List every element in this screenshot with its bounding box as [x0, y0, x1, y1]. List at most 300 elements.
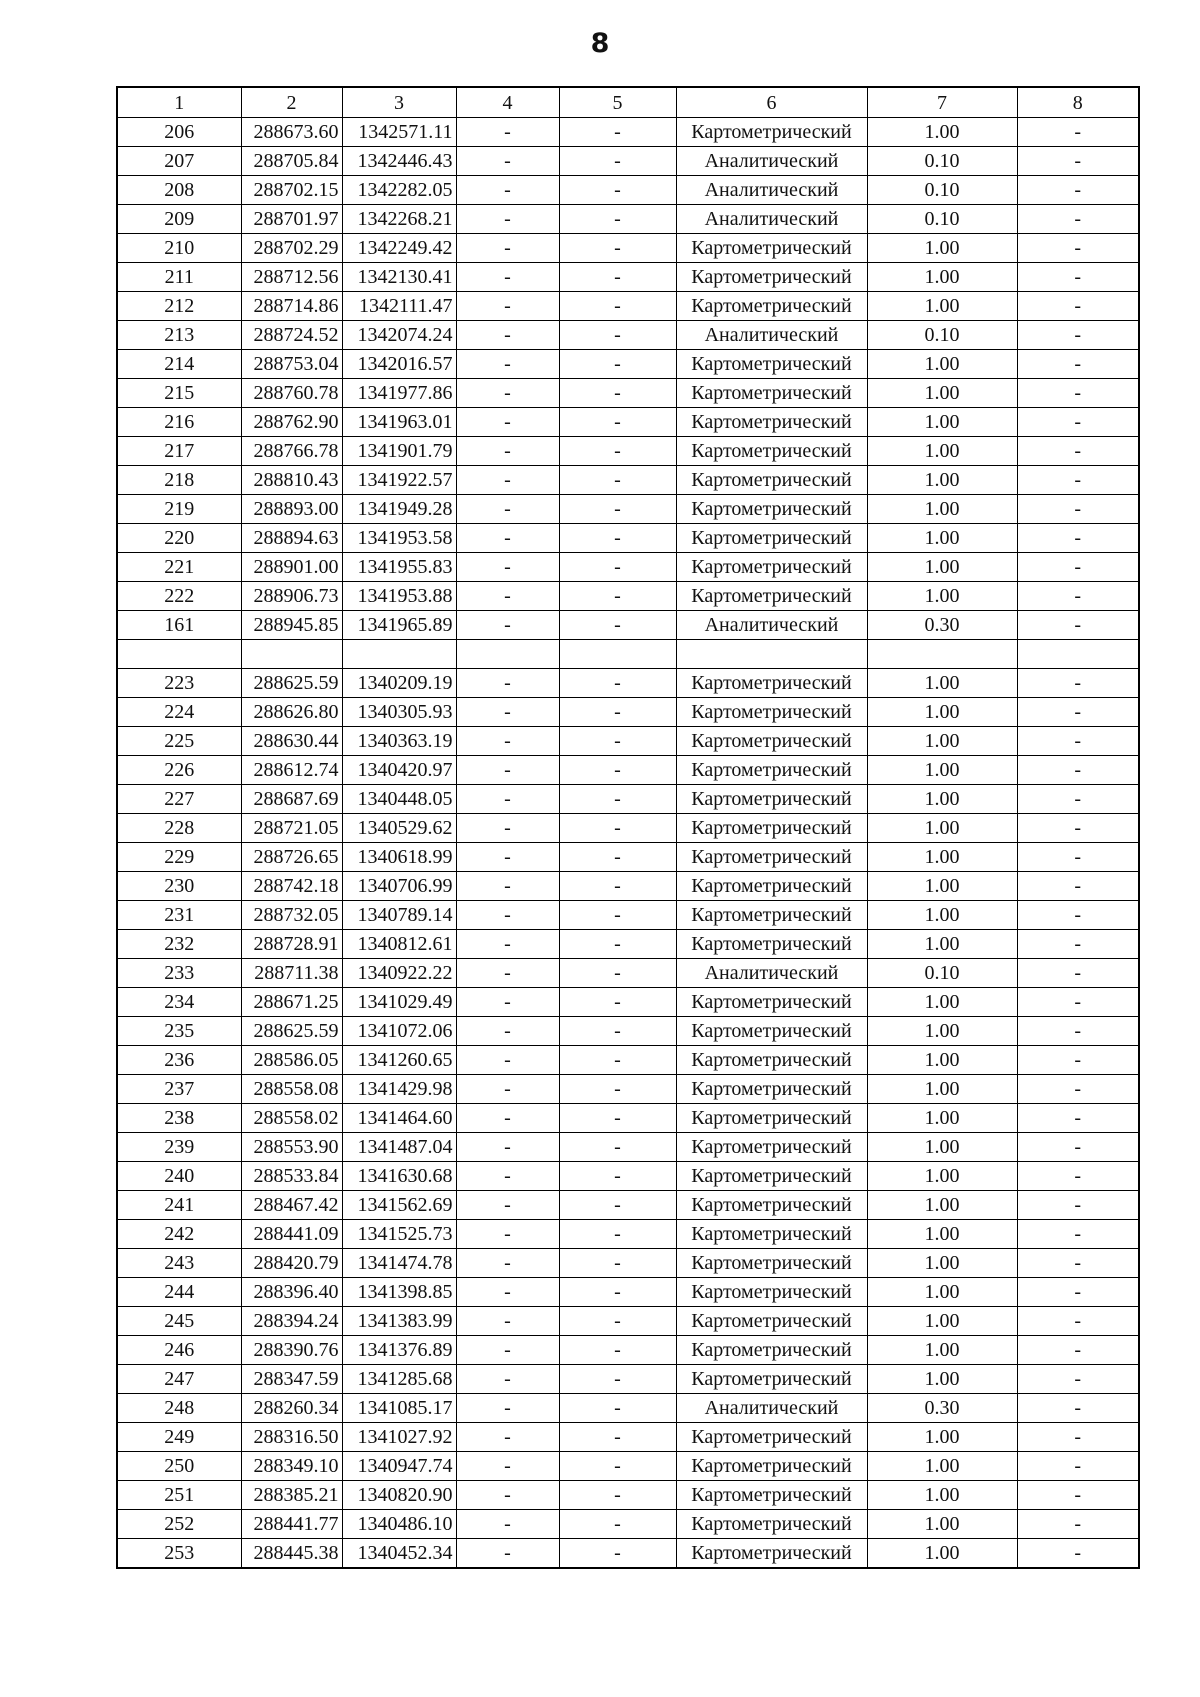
column-4-cell: - — [456, 350, 559, 379]
table-row — [117, 1510, 1139, 1539]
column-5-cell: - — [559, 1481, 676, 1510]
point-number-cell: 235 — [117, 1017, 241, 1046]
x-coordinate-cell: 288673.60 — [241, 118, 342, 147]
method-cell: Картометрический — [676, 1017, 867, 1046]
table-row — [117, 872, 1139, 901]
column-header: 3 — [342, 87, 456, 118]
y-coordinate-cell: 1341901.79 — [342, 437, 456, 466]
column-8-cell: - — [1017, 379, 1139, 408]
x-coordinate-cell: 288732.05 — [241, 901, 342, 930]
column-5-cell: - — [559, 118, 676, 147]
column-4-cell: - — [456, 118, 559, 147]
y-coordinate-cell: 1341085.17 — [342, 1394, 456, 1423]
column-5-cell: - — [559, 669, 676, 698]
point-number-cell: 246 — [117, 1336, 241, 1365]
point-number-cell: 217 — [117, 437, 241, 466]
accuracy-cell: 1.00 — [867, 785, 1017, 814]
y-coordinate-cell: 1341376.89 — [342, 1336, 456, 1365]
x-coordinate-cell: 288445.38 — [241, 1539, 342, 1569]
x-coordinate-cell: 288762.90 — [241, 408, 342, 437]
y-coordinate-cell: 1341072.06 — [342, 1017, 456, 1046]
method-cell: Картометрический — [676, 1075, 867, 1104]
method-cell: Картометрический — [676, 756, 867, 785]
accuracy-cell: 1.00 — [867, 234, 1017, 263]
column-5-cell: - — [559, 350, 676, 379]
column-4-cell: - — [456, 147, 559, 176]
accuracy-cell: 1.00 — [867, 379, 1017, 408]
column-4-cell: - — [456, 669, 559, 698]
method-cell: Картометрический — [676, 263, 867, 292]
point-number-cell — [117, 640, 241, 669]
column-8-cell: - — [1017, 611, 1139, 640]
table-row — [117, 321, 1139, 350]
column-8-cell: - — [1017, 785, 1139, 814]
point-number-cell: 245 — [117, 1307, 241, 1336]
table-row — [117, 147, 1139, 176]
x-coordinate-cell: 288467.42 — [241, 1191, 342, 1220]
x-coordinate-cell: 288712.56 — [241, 263, 342, 292]
column-5-cell: - — [559, 292, 676, 321]
point-number-cell: 247 — [117, 1365, 241, 1394]
column-5-cell: - — [559, 1104, 676, 1133]
x-coordinate-cell: 288701.97 — [241, 205, 342, 234]
column-8-cell: - — [1017, 756, 1139, 785]
x-coordinate-cell: 288533.84 — [241, 1162, 342, 1191]
column-5-cell: - — [559, 466, 676, 495]
x-coordinate-cell: 288901.00 — [241, 553, 342, 582]
table-row — [117, 1278, 1139, 1307]
table-row — [117, 1133, 1139, 1162]
column-5-cell: - — [559, 1133, 676, 1162]
column-4-cell: - — [456, 1336, 559, 1365]
column-4-cell: - — [456, 756, 559, 785]
column-5-cell: - — [559, 1539, 676, 1569]
point-number-cell: 244 — [117, 1278, 241, 1307]
accuracy-cell: 1.00 — [867, 1278, 1017, 1307]
table-row — [117, 988, 1139, 1017]
point-number-cell: 239 — [117, 1133, 241, 1162]
y-coordinate-cell: 1340820.90 — [342, 1481, 456, 1510]
accuracy-cell: 0.10 — [867, 147, 1017, 176]
table-row — [117, 553, 1139, 582]
y-coordinate-cell: 1341398.85 — [342, 1278, 456, 1307]
table-row — [117, 698, 1139, 727]
accuracy-cell: 1.00 — [867, 930, 1017, 959]
column-5-cell: - — [559, 1510, 676, 1539]
table-row — [117, 959, 1139, 988]
method-cell: Картометрический — [676, 1307, 867, 1336]
y-coordinate-cell: 1340706.99 — [342, 872, 456, 901]
accuracy-cell: 1.00 — [867, 1191, 1017, 1220]
y-coordinate-cell: 1340305.93 — [342, 698, 456, 727]
method-cell: Картометрический — [676, 727, 867, 756]
column-8-cell: - — [1017, 872, 1139, 901]
column-5-cell: - — [559, 988, 676, 1017]
method-cell: Картометрический — [676, 872, 867, 901]
column-header: 6 — [676, 87, 867, 118]
column-8-cell: - — [1017, 466, 1139, 495]
accuracy-cell — [867, 640, 1017, 669]
point-number-cell: 223 — [117, 669, 241, 698]
table-row — [117, 1162, 1139, 1191]
accuracy-cell: 1.00 — [867, 872, 1017, 901]
column-5-cell: - — [559, 1278, 676, 1307]
x-coordinate-cell: 288893.00 — [241, 495, 342, 524]
y-coordinate-cell: 1340420.97 — [342, 756, 456, 785]
method-cell — [676, 640, 867, 669]
point-number-cell: 220 — [117, 524, 241, 553]
x-coordinate-cell: 288760.78 — [241, 379, 342, 408]
column-8-cell: - — [1017, 1133, 1139, 1162]
column-8-cell: - — [1017, 1539, 1139, 1569]
column-5-cell: - — [559, 234, 676, 263]
column-4-cell: - — [456, 843, 559, 872]
column-5-cell: - — [559, 379, 676, 408]
column-4-cell: - — [456, 408, 559, 437]
column-4-cell: - — [456, 1046, 559, 1075]
point-number-cell: 218 — [117, 466, 241, 495]
column-5-cell — [559, 640, 676, 669]
column-4-cell: - — [456, 553, 559, 582]
point-number-cell: 224 — [117, 698, 241, 727]
method-cell: Картометрический — [676, 1336, 867, 1365]
method-cell: Аналитический — [676, 1394, 867, 1423]
table-row — [117, 292, 1139, 321]
column-5-cell: - — [559, 959, 676, 988]
y-coordinate-cell: 1340789.14 — [342, 901, 456, 930]
table-row — [117, 1539, 1139, 1569]
method-cell: Картометрический — [676, 437, 867, 466]
column-8-cell: - — [1017, 1423, 1139, 1452]
method-cell: Картометрический — [676, 930, 867, 959]
point-number-cell: 251 — [117, 1481, 241, 1510]
y-coordinate-cell: 1340486.10 — [342, 1510, 456, 1539]
column-4-cell: - — [456, 988, 559, 1017]
point-number-cell: 233 — [117, 959, 241, 988]
column-4-cell: - — [456, 205, 559, 234]
method-cell: Картометрический — [676, 785, 867, 814]
column-8-cell — [1017, 640, 1139, 669]
column-5-cell: - — [559, 727, 676, 756]
y-coordinate-cell: 1342268.21 — [342, 205, 456, 234]
x-coordinate-cell: 288347.59 — [241, 1365, 342, 1394]
method-cell: Картометрический — [676, 988, 867, 1017]
method-cell: Картометрический — [676, 524, 867, 553]
column-5-cell: - — [559, 176, 676, 205]
x-coordinate-cell: 288671.25 — [241, 988, 342, 1017]
column-8-cell: - — [1017, 1307, 1139, 1336]
column-8-cell: - — [1017, 901, 1139, 930]
y-coordinate-cell: 1342571.11 — [342, 118, 456, 147]
column-4-cell: - — [456, 524, 559, 553]
accuracy-cell: 1.00 — [867, 669, 1017, 698]
x-coordinate-cell: 288702.15 — [241, 176, 342, 205]
accuracy-cell: 1.00 — [867, 582, 1017, 611]
y-coordinate-cell: 1341285.68 — [342, 1365, 456, 1394]
x-coordinate-cell: 288945.85 — [241, 611, 342, 640]
point-number-cell: 216 — [117, 408, 241, 437]
column-5-cell: - — [559, 843, 676, 872]
column-5-cell: - — [559, 437, 676, 466]
y-coordinate-cell: 1341922.57 — [342, 466, 456, 495]
accuracy-cell: 1.00 — [867, 350, 1017, 379]
table-row — [117, 408, 1139, 437]
column-8-cell: - — [1017, 292, 1139, 321]
column-4-cell: - — [456, 437, 559, 466]
y-coordinate-cell: 1341963.01 — [342, 408, 456, 437]
column-8-cell: - — [1017, 176, 1139, 205]
column-4-cell — [456, 640, 559, 669]
x-coordinate-cell: 288702.29 — [241, 234, 342, 263]
method-cell: Картометрический — [676, 1104, 867, 1133]
accuracy-cell: 1.00 — [867, 1510, 1017, 1539]
accuracy-cell: 1.00 — [867, 408, 1017, 437]
column-4-cell: - — [456, 1133, 559, 1162]
y-coordinate-cell: 1340448.05 — [342, 785, 456, 814]
table-row — [117, 234, 1139, 263]
column-4-cell: - — [456, 1510, 559, 1539]
column-8-cell: - — [1017, 1220, 1139, 1249]
method-cell: Картометрический — [676, 1423, 867, 1452]
column-8-cell: - — [1017, 1278, 1139, 1307]
accuracy-cell: 1.00 — [867, 1365, 1017, 1394]
method-cell: Картометрический — [676, 1278, 867, 1307]
point-number-cell: 240 — [117, 1162, 241, 1191]
column-5-cell: - — [559, 1336, 676, 1365]
x-coordinate-cell: 288724.52 — [241, 321, 342, 350]
method-cell: Картометрический — [676, 698, 867, 727]
accuracy-cell: 1.00 — [867, 1017, 1017, 1046]
table-row — [117, 176, 1139, 205]
y-coordinate-cell: 1341474.78 — [342, 1249, 456, 1278]
x-coordinate-cell: 288625.59 — [241, 669, 342, 698]
accuracy-cell: 0.30 — [867, 611, 1017, 640]
y-coordinate-cell: 1340529.62 — [342, 814, 456, 843]
column-4-cell: - — [456, 959, 559, 988]
column-4-cell: - — [456, 234, 559, 263]
accuracy-cell: 1.00 — [867, 1307, 1017, 1336]
point-number-cell: 232 — [117, 930, 241, 959]
column-5-cell: - — [559, 1017, 676, 1046]
column-4-cell: - — [456, 1307, 559, 1336]
method-cell: Картометрический — [676, 901, 867, 930]
coordinates-table — [116, 86, 1140, 1569]
column-8-cell: - — [1017, 843, 1139, 872]
table-row — [117, 263, 1139, 292]
column-4-cell: - — [456, 698, 559, 727]
point-number-cell: 206 — [117, 118, 241, 147]
y-coordinate-cell: 1341977.86 — [342, 379, 456, 408]
table-row — [117, 669, 1139, 698]
point-number-cell: 241 — [117, 1191, 241, 1220]
column-4-cell: - — [456, 1452, 559, 1481]
accuracy-cell: 1.00 — [867, 263, 1017, 292]
y-coordinate-cell: 1342282.05 — [342, 176, 456, 205]
x-coordinate-cell: 288906.73 — [241, 582, 342, 611]
x-coordinate-cell: 288711.38 — [241, 959, 342, 988]
point-number-cell: 226 — [117, 756, 241, 785]
column-4-cell: - — [456, 321, 559, 350]
column-4-cell: - — [456, 379, 559, 408]
column-4-cell: - — [456, 1104, 559, 1133]
x-coordinate-cell: 288894.63 — [241, 524, 342, 553]
x-coordinate-cell: 288753.04 — [241, 350, 342, 379]
y-coordinate-cell: 1340812.61 — [342, 930, 456, 959]
y-coordinate-cell: 1341464.60 — [342, 1104, 456, 1133]
y-coordinate-cell: 1342111.47 — [342, 292, 456, 321]
point-number-cell: 242 — [117, 1220, 241, 1249]
column-8-cell: - — [1017, 408, 1139, 437]
method-cell: Картометрический — [676, 234, 867, 263]
y-coordinate-cell: 1341429.98 — [342, 1075, 456, 1104]
column-8-cell: - — [1017, 118, 1139, 147]
accuracy-cell: 1.00 — [867, 466, 1017, 495]
point-number-cell: 161 — [117, 611, 241, 640]
accuracy-cell: 1.00 — [867, 1423, 1017, 1452]
column-8-cell: - — [1017, 669, 1139, 698]
column-5-cell: - — [559, 1307, 676, 1336]
x-coordinate-cell: 288714.86 — [241, 292, 342, 321]
method-cell: Аналитический — [676, 321, 867, 350]
y-coordinate-cell: 1340209.19 — [342, 669, 456, 698]
column-4-cell: - — [456, 495, 559, 524]
column-4-cell: - — [456, 263, 559, 292]
x-coordinate-cell: 288810.43 — [241, 466, 342, 495]
table-row — [117, 350, 1139, 379]
table-row — [117, 582, 1139, 611]
column-5-cell: - — [559, 1220, 676, 1249]
table-row — [117, 379, 1139, 408]
column-8-cell: - — [1017, 553, 1139, 582]
column-5-cell: - — [559, 785, 676, 814]
table-row — [117, 611, 1139, 640]
table-row — [117, 524, 1139, 553]
column-header: 2 — [241, 87, 342, 118]
table-row — [117, 1046, 1139, 1075]
method-cell: Картометрический — [676, 118, 867, 147]
column-8-cell: - — [1017, 1104, 1139, 1133]
column-8-cell: - — [1017, 321, 1139, 350]
point-number-cell: 221 — [117, 553, 241, 582]
column-8-cell: - — [1017, 205, 1139, 234]
accuracy-cell: 1.00 — [867, 495, 1017, 524]
accuracy-cell: 1.00 — [867, 1133, 1017, 1162]
x-coordinate-cell: 288441.09 — [241, 1220, 342, 1249]
x-coordinate-cell: 288396.40 — [241, 1278, 342, 1307]
accuracy-cell: 1.00 — [867, 1452, 1017, 1481]
point-number-cell: 211 — [117, 263, 241, 292]
table-row — [117, 640, 1139, 669]
point-number-cell: 253 — [117, 1539, 241, 1569]
column-8-cell: - — [1017, 988, 1139, 1017]
y-coordinate-cell: 1342016.57 — [342, 350, 456, 379]
accuracy-cell: 0.10 — [867, 959, 1017, 988]
accuracy-cell: 0.10 — [867, 205, 1017, 234]
method-cell: Картометрический — [676, 466, 867, 495]
y-coordinate-cell: 1340618.99 — [342, 843, 456, 872]
column-8-cell: - — [1017, 437, 1139, 466]
column-8-cell: - — [1017, 1075, 1139, 1104]
accuracy-cell: 1.00 — [867, 118, 1017, 147]
column-5-cell: - — [559, 408, 676, 437]
accuracy-cell: 1.00 — [867, 1046, 1017, 1075]
accuracy-cell: 1.00 — [867, 524, 1017, 553]
column-header: 4 — [456, 87, 559, 118]
point-number-cell: 229 — [117, 843, 241, 872]
column-5-cell: - — [559, 901, 676, 930]
column-4-cell: - — [456, 466, 559, 495]
column-8-cell: - — [1017, 1394, 1139, 1423]
column-5-cell: - — [559, 930, 676, 959]
y-coordinate-cell: 1340922.22 — [342, 959, 456, 988]
point-number-cell: 227 — [117, 785, 241, 814]
column-4-cell: - — [456, 1394, 559, 1423]
column-8-cell: - — [1017, 727, 1139, 756]
accuracy-cell: 1.00 — [867, 1249, 1017, 1278]
y-coordinate-cell — [342, 640, 456, 669]
column-header: 5 — [559, 87, 676, 118]
y-coordinate-cell: 1341953.58 — [342, 524, 456, 553]
point-number-cell: 214 — [117, 350, 241, 379]
column-4-cell: - — [456, 785, 559, 814]
x-coordinate-cell: 288558.02 — [241, 1104, 342, 1133]
accuracy-cell: 1.00 — [867, 1104, 1017, 1133]
accuracy-cell: 1.00 — [867, 553, 1017, 582]
point-number-cell: 209 — [117, 205, 241, 234]
column-5-cell: - — [559, 611, 676, 640]
column-header: 7 — [867, 87, 1017, 118]
table-row — [117, 1075, 1139, 1104]
accuracy-cell: 1.00 — [867, 1075, 1017, 1104]
accuracy-cell: 1.00 — [867, 292, 1017, 321]
x-coordinate-cell: 288260.34 — [241, 1394, 342, 1423]
column-8-cell: - — [1017, 495, 1139, 524]
y-coordinate-cell: 1341630.68 — [342, 1162, 456, 1191]
column-4-cell: - — [456, 1278, 559, 1307]
x-coordinate-cell: 288316.50 — [241, 1423, 342, 1452]
method-cell: Картометрический — [676, 669, 867, 698]
y-coordinate-cell: 1340947.74 — [342, 1452, 456, 1481]
method-cell: Картометрический — [676, 1220, 867, 1249]
column-5-cell: - — [559, 205, 676, 234]
point-number-cell: 236 — [117, 1046, 241, 1075]
x-coordinate-cell: 288687.69 — [241, 785, 342, 814]
point-number-cell: 243 — [117, 1249, 241, 1278]
column-5-cell: - — [559, 147, 676, 176]
column-5-cell: - — [559, 1394, 676, 1423]
y-coordinate-cell: 1340452.34 — [342, 1539, 456, 1569]
x-coordinate-cell: 288742.18 — [241, 872, 342, 901]
y-coordinate-cell: 1341965.89 — [342, 611, 456, 640]
y-coordinate-cell: 1342446.43 — [342, 147, 456, 176]
point-number-cell: 231 — [117, 901, 241, 930]
column-4-cell: - — [456, 1249, 559, 1278]
y-coordinate-cell: 1342130.41 — [342, 263, 456, 292]
x-coordinate-cell: 288766.78 — [241, 437, 342, 466]
column-5-cell: - — [559, 1452, 676, 1481]
point-number-cell: 207 — [117, 147, 241, 176]
column-8-cell: - — [1017, 1191, 1139, 1220]
column-4-cell: - — [456, 1365, 559, 1394]
column-5-cell: - — [559, 321, 676, 350]
method-cell: Аналитический — [676, 959, 867, 988]
accuracy-cell: 1.00 — [867, 988, 1017, 1017]
column-5-cell: - — [559, 524, 676, 553]
column-8-cell: - — [1017, 1365, 1139, 1394]
column-5-cell: - — [559, 263, 676, 292]
column-8-cell: - — [1017, 1452, 1139, 1481]
x-coordinate-cell: 288630.44 — [241, 727, 342, 756]
